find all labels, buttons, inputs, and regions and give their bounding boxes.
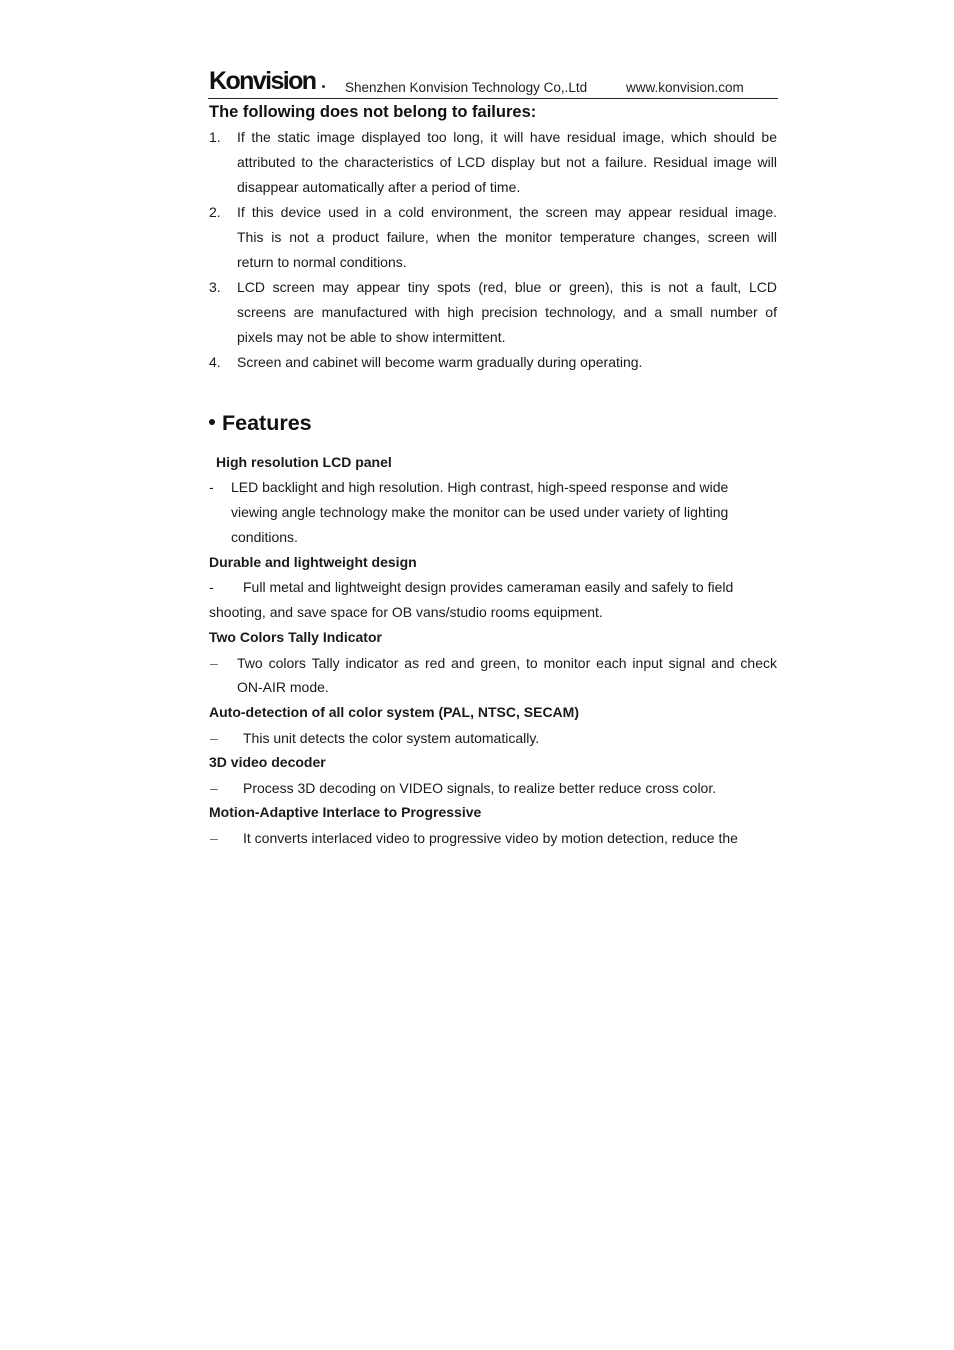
failure-item-line: attributed to the characteristics of LCD display but not a failure. Residual image will bbox=[237, 154, 777, 170]
page-header bbox=[208, 66, 778, 99]
konvision-logo: Konvision bbox=[209, 67, 316, 95]
failure-item-line: If this device used in a cold environment, the screen may appear residual image. bbox=[237, 204, 777, 220]
logo-trademark-dot bbox=[322, 85, 325, 88]
feature-line: viewing angle technology make the monitor can be used under variety of lighting bbox=[231, 504, 729, 520]
dash-marker: - bbox=[209, 579, 214, 595]
feature-heading: Durable and lightweight design bbox=[209, 554, 417, 570]
feature-line: conditions. bbox=[231, 529, 298, 545]
failure-item-number: 1. bbox=[209, 129, 221, 145]
dash-marker: – bbox=[210, 830, 218, 846]
failure-item-line: pixels may not be able to show intermittent. bbox=[237, 329, 506, 345]
failures-title: The following does not belong to failures: bbox=[209, 103, 537, 121]
features-title: Features bbox=[222, 411, 312, 435]
company-name: Shenzhen Konvision Technology Co,.Ltd bbox=[345, 80, 588, 95]
feature-heading: Two Colors Tally Indicator bbox=[209, 629, 382, 645]
feature-line: LED backlight and high resolution. High contrast, high-speed response and wide bbox=[231, 479, 729, 495]
features-heading bbox=[209, 411, 312, 436]
feature-heading: 3D video decoder bbox=[209, 754, 326, 770]
failure-item-line: If the static image displayed too long, it will have residual image, which should be bbox=[237, 129, 777, 145]
failure-item-line: Screen and cabinet will become warm gradually during operating. bbox=[237, 354, 643, 370]
feature-line: Two colors Tally indicator as red and green, to monitor each input signal and check bbox=[237, 655, 777, 671]
feature-heading: Auto-detection of all color system (PAL, NTSC, SECAM) bbox=[209, 704, 579, 720]
feature-line: Process 3D decoding on VIDEO signals, to realize better reduce cross color. bbox=[243, 780, 717, 796]
feature-line: Full metal and lightweight design provides cameraman easily and safely to field bbox=[243, 579, 734, 595]
failure-item-line: This is not a product failure, when the monitor temperature changes, screen will bbox=[237, 229, 777, 245]
feature-line: ON-AIR mode. bbox=[237, 679, 329, 695]
website-url: www.konvision.com bbox=[626, 80, 744, 95]
failure-item-number: 2. bbox=[209, 204, 221, 220]
failure-item-number: 4. bbox=[209, 354, 221, 370]
dash-marker: – bbox=[210, 655, 218, 671]
failure-item-line: screens are manufactured with high precision technology, and a small number of bbox=[237, 304, 777, 320]
bullet-icon bbox=[209, 419, 215, 425]
feature-heading: Motion-Adaptive Interlace to Progressive bbox=[209, 804, 482, 820]
dash-marker: - bbox=[209, 479, 214, 495]
feature-line: This unit detects the color system automatically. bbox=[243, 730, 540, 746]
failure-item-line: LCD screen may appear tiny spots (red, blue or green), this is not a fault, LCD bbox=[237, 279, 777, 295]
failure-item-number: 3. bbox=[209, 279, 221, 295]
feature-line: It converts interlaced video to progressive video by motion detection, reduce the bbox=[243, 830, 738, 846]
dash-marker: – bbox=[210, 730, 218, 746]
feature-line: shooting, and save space for OB vans/studio rooms equipment. bbox=[209, 604, 603, 620]
failure-item-line: disappear automatically after a period of time. bbox=[237, 179, 521, 195]
feature-heading: High resolution LCD panel bbox=[216, 454, 392, 470]
failure-item-line: return to normal conditions. bbox=[237, 254, 407, 270]
dash-marker: – bbox=[210, 780, 218, 796]
